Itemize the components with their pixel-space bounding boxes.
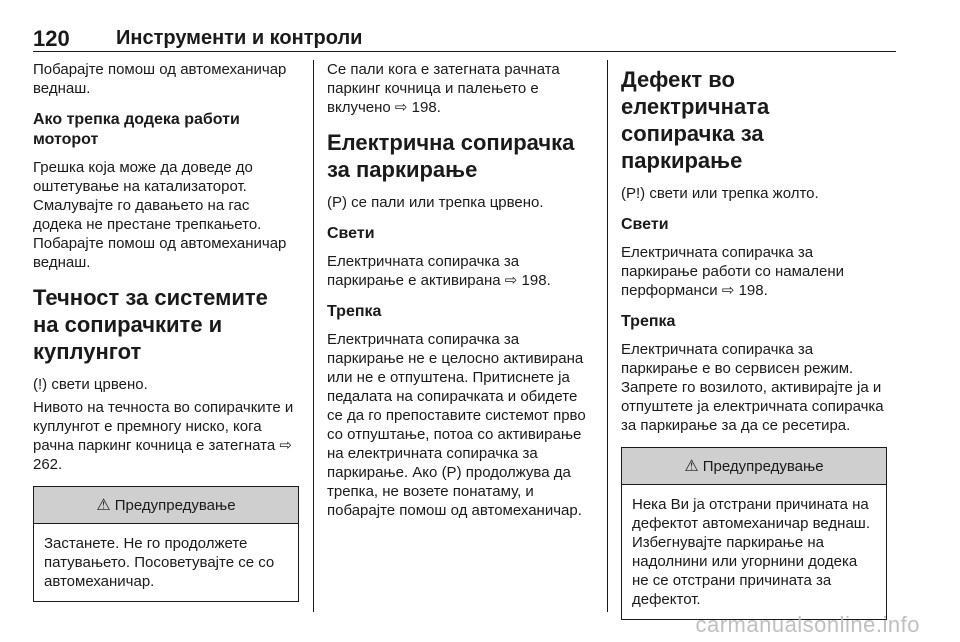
warning-triangle-icon: ⚠	[684, 458, 699, 475]
warning-triangle-icon: ⚠	[96, 497, 111, 514]
watermark: carmanualsonline.info	[695, 612, 920, 637]
header-rule	[33, 51, 896, 52]
warning-body: Застанете. Не го продолжете патувањето. Посоветувајте се со автомеханичар.	[44, 535, 275, 590]
flash-text-1: Електричната сопирачка за паркирање не е целосно активирана или не е отпуштена. Притиснете ја педалата на сопирачката и обидете се да го препоставите системот прво со отпуштање, потоа со активирање на електричната сопирачка за паркирање. Ако	[327, 331, 586, 481]
lit-text: Електричната сопирачка за паркирање работи со намалени перформанси	[621, 244, 845, 299]
page-header	[33, 26, 928, 54]
fluid-page-ref[interactable]: 262.	[33, 456, 63, 473]
heading-electric-parking-brake: Електрична сопирачка за паркирање	[327, 130, 575, 182]
fault-lit-line	[621, 184, 887, 203]
intro-page-ref[interactable]: 198.	[411, 99, 441, 116]
flash-engine-paragraph: Грешка која може да доведе до оштетување на катализаторот. Смалувајте го давањето на гас додека не престане трепкањето. Побарајте помош од автомеханичар веднаш.	[33, 159, 287, 271]
fluid-text: Нивото на течноста во сопирачките и куплунгот е премногу ниско, кога рачна паркинг кочница е затегната	[33, 399, 294, 454]
column-divider-1	[313, 60, 314, 612]
column-3	[621, 60, 887, 620]
column-2	[327, 60, 595, 532]
warning-title: Предупредување	[114, 496, 236, 514]
intro-paragraph: Побарајте помош од автомеханичар веднаш.	[33, 61, 287, 97]
lit-paragraph	[327, 252, 595, 290]
epb-lit-line	[327, 193, 595, 212]
page-ref-arrow-icon: ⇨	[721, 282, 735, 299]
lit-page-ref[interactable]: 198.	[521, 272, 551, 289]
heading-brake-fluid: Течност за системите на сопирачките и куплунгот	[33, 285, 268, 364]
warning-title: Предупредување	[702, 457, 824, 475]
lit-paragraph	[621, 243, 887, 300]
parking-brake-icon: (P)	[327, 194, 347, 211]
lit-text: Електричната сопирачка за паркирање е активирана	[327, 253, 520, 289]
running-title: Инструменти и контроли	[116, 27, 363, 49]
heading-flash: Трепка	[621, 313, 676, 330]
flash-paragraph: Електричната сопирачка за паркирање е во сервисен режим. Запрете го возилото, активирајте ја и отпуштете ја електричната сопирачка за паркирање за да се ресетира.	[621, 341, 884, 434]
flash-text-2: продолжува да трепка, не возете понатаму, и побарајте помош од автомеханичар.	[327, 464, 582, 519]
brake-fluid-icon: (!)	[33, 376, 48, 393]
lit-page-ref[interactable]: 198.	[738, 282, 768, 299]
heading-flash-engine: Ако трепка додека работи моторот	[33, 111, 240, 148]
warning-header	[34, 487, 298, 524]
heading-epb-fault: Дефект во електричната сопирачка за паркирање	[621, 67, 770, 173]
epb-lit-text: се пали или трепка црвено.	[351, 194, 544, 211]
fault-lit-text: свети или трепка жолто.	[649, 185, 819, 202]
intro-paragraph	[327, 60, 595, 117]
intro-text: Се пали кога е затегната рачната паркинг кочница и палењето е вклучено	[327, 61, 560, 116]
fluid-lit-line	[33, 375, 299, 394]
flash-paragraph	[327, 330, 595, 520]
parking-brake-icon: (P)	[441, 464, 462, 481]
page-ref-arrow-icon: ⇨	[394, 99, 408, 116]
column-divider-2	[607, 60, 608, 612]
page-number: 120	[33, 26, 70, 51]
warning-header	[622, 448, 886, 485]
heading-lit: Свети	[621, 216, 669, 233]
page-ref-arrow-icon: ⇨	[279, 437, 292, 454]
heading-flash: Трепка	[327, 303, 382, 320]
warning-box	[621, 447, 887, 620]
warning-box	[33, 486, 299, 602]
fluid-paragraph	[33, 398, 299, 474]
column-1	[33, 60, 299, 602]
heading-lit: Свети	[327, 225, 375, 242]
page-ref-arrow-icon: ⇨	[504, 272, 518, 289]
fluid-lit-text: свети црвено.	[51, 376, 148, 393]
warning-body: Нека Ви ја отстрани причината на дефектот автомеханичар веднаш. Избегнувајте паркирање на надолнини или угорнини додека не се отстрани причината за дефектот.	[632, 496, 871, 608]
parking-brake-fault-icon: (P!)	[621, 185, 646, 202]
